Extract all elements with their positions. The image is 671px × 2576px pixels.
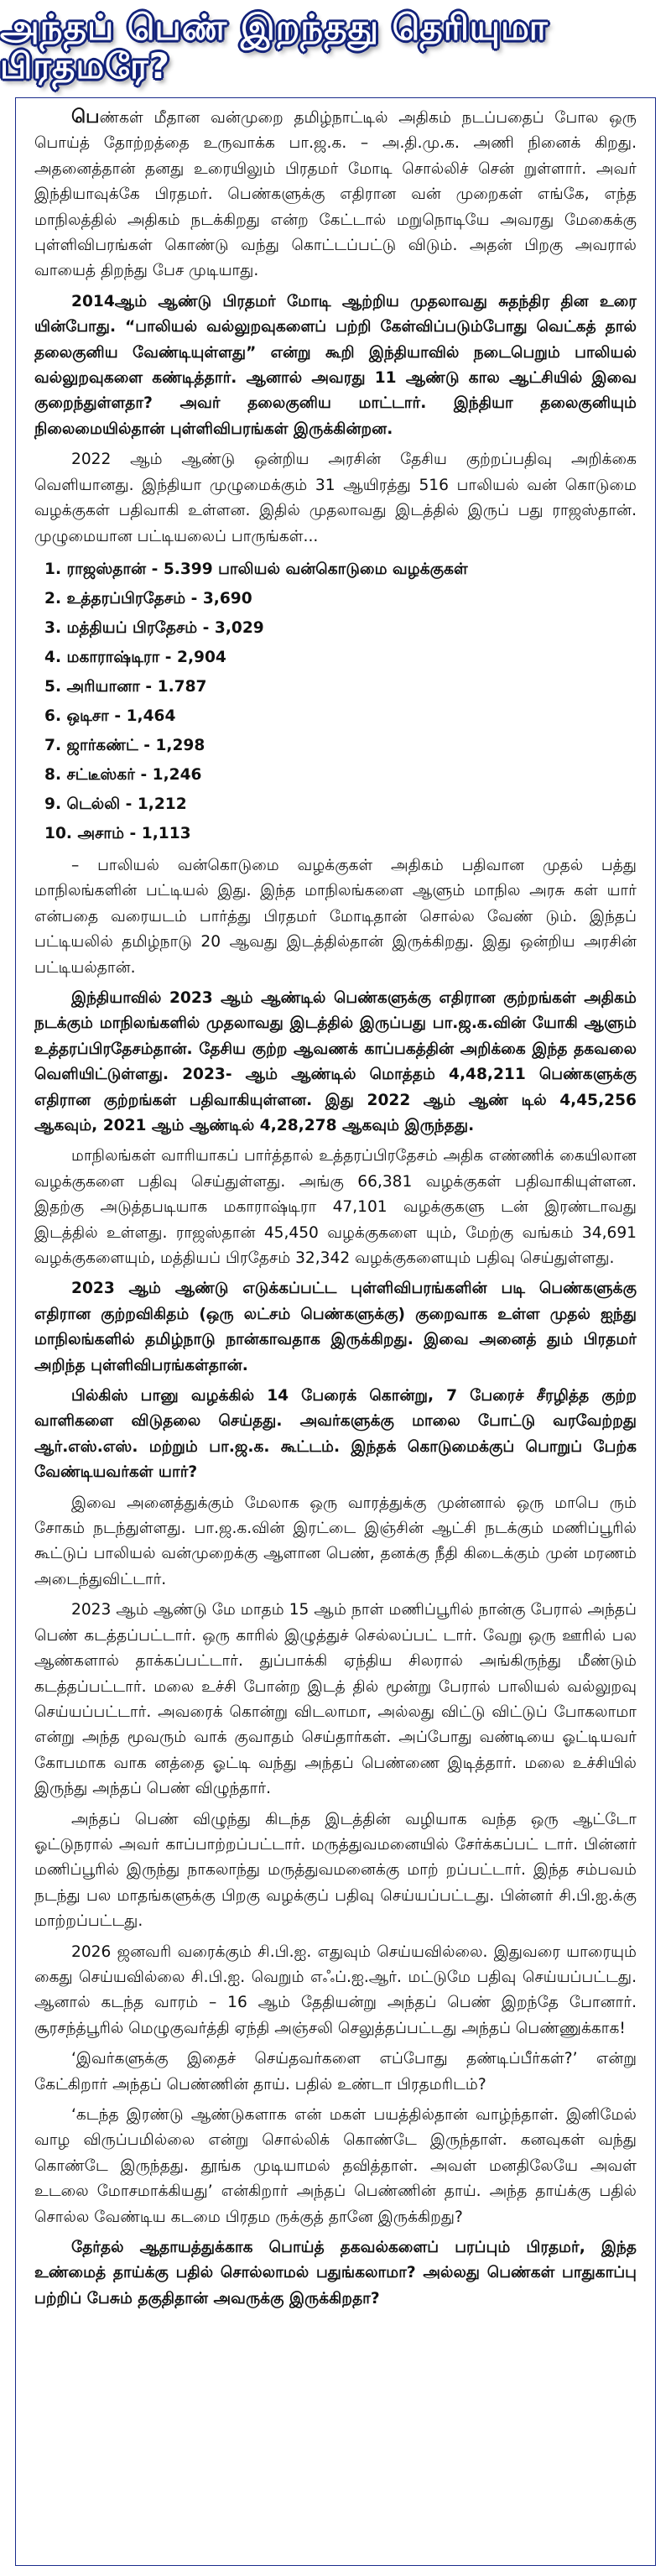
paragraph-list-commentary: – பாலியல் வன்கொடுமை வழக்குகள் அதிகம் பதிவான முதல் பத்து மாநிலங்களின் பட்டியல் இது. இந்த மாநிலங்களை ஆளும் மாநில அரசு கள் யார் என்பதை வரையடம் பார்த்து பிரதமர் மோடிதான் சொல்ல வேண் டும். இந்தப் பட்டியலில் தமிழ்நாடு 20 ஆவது இடத்தில்தான் இருக்கிறது. இது ஒன்றிய அரசின் பட்டியல்தான். <box>34 856 637 977</box>
stat-rank: 3 . <box>44 619 67 637</box>
paragraph-state-wise: மாநிலங்கள் வாரியாகப் பார்த்தால் உத்தரப்பிரதேசம் அதிக எண்ணிக் கையிலான வழக்குகளை பதிவு செய்துள்ளது. அங்கு 66,381 வழக்குகள் பதிவாகியுள்ளன. இதற்கு அடுத்தபடியாக மகாராஷ்டிரா 47,101 வழக்குகளு டன் இரண்டாவது இடத்தில் உள்ளது. ராஜஸ்தான் 45,450 வழக்குகளை யும், மேற்கு வங்கம் 34,691 வழக்குகளையும், மத்தியப் பிரதேசம் 32,342 வழக்குகளையும் பதிவு செய்துள்ளது. <box>34 1147 637 1267</box>
stat-item <box>44 584 637 613</box>
stat-rank: 7 . <box>44 737 67 754</box>
paragraph-rescue: அந்தப் பெண் விழுந்து கிடந்த இடத்தின் வழியாக வந்த ஒரு ஆட்டோ ஓட்டுநரால் அவர் காப்பாற்றப்பட்டார். மருத்துவமனையில் சேர்க்கப்பட் டார். பின்னர் மணிப்பூரில் இருந்து நாகலாந்து மருத்துவமனைக்கு மாற் றப்பட்டார். இந்த சம்பவம் நடந்து பல மாதங்களுக்கு பிறகு வழக்குப் பதிவு செய்யப்பட்டது. பின்னர் சி.பி.ஐ.க்கு மாற்றப்பட்டது. <box>34 1810 637 1931</box>
stat-count: - 1,212 <box>120 795 187 813</box>
stat-rank: 6 . <box>44 707 67 725</box>
paragraph-incident-account: 2023 ஆம் ஆண்டு மே மாதம் 15 ஆம் நாள் மணிப்பூரில் நான்கு பேரால் அந்தப் பெண் கடத்தப்பட்டார். ஒரு காரில் இழுத்துச் செல்லப்பட் டார். வேறு ஒரு ஊரில் பல ஆண்களால் தாக்கப்பட்டார். துப்பாக்கி ஏந்திய சிலரால் அங்கிருந்து மீண்டும் கடத்தப்பட்டார். மலை உச்சி போன்ற இடத் தில் மூன்று பேரால் பாலியல் வல்லுறவு செய்யப்பட்டார். அவரைக் கொன்று விடலாமா, அல்லது விட்டு விட்டுப் போகலாமா என்று அந்த மூவரும் வாக் குவாதம் செய்தார்கள். அப்போது வண்டியை ஓட்டியவர் கோபமாக வாக னத்தை ஓட்டி வந்து அந்தப் பெண்ணை இடித்தார். மலை உச்சியில் இருந்து அந்தப் பெண் விழுந்தார். <box>34 1601 637 1798</box>
stat-count: - 3,690 <box>185 590 252 607</box>
stat-item <box>44 613 637 643</box>
stat-item <box>44 819 637 848</box>
stat-count: - 1,464 <box>109 707 176 725</box>
stat-state: அசாம் <box>77 824 125 842</box>
stat-state: உத்தரப்பிரதேசம் <box>66 589 186 607</box>
stat-count: - 1,113 <box>124 825 191 842</box>
paragraph-mother-quote: ‘கடந்த இரண்டு ஆண்டுகளாக என் மகள் பயத்தில்தான் வாழ்ந்தாள். இனிமேல் வாழ விருப்பமில்லை என்று சொல்லிக் கொண்டே இருந்தாள். கனவுகள் வந்து கொண்டே இருந்தது. தூங்க முடியாமல் தவித்தாள். அவள் மனதிலேயே அவள் உடலை மோசமாக்கியது’ என்கிறார் அந்தப் பெண்ணின் தாய். அந்த தாய்க்கு பதில் சொல்ல வேண்டிய கடமை பிரதம ருக்குத் தானே இருக்கிறது? <box>34 2106 637 2226</box>
bold-paragraph-bilkis-bano: பில்கிஸ் பானு வழக்கில் 14 பேரைக் கொன்று, 7 பேரைச் சீரழித்த குற்ற வாளிகளை விடுதலை செய்தது. அவர்களுக்கு மாலை போட்டு வரவேற்றது ஆர்.எஸ்.எஸ். மற்றும் பா.ஜ.க. கூட்டம். இந்தக் கொடுமைக்குப் பொறுப் பேற்க வேண்டியவர்கள் யார்? <box>34 1387 637 1482</box>
stat-rank: 9 . <box>44 795 67 813</box>
stat-state: டெல்லி <box>66 795 121 813</box>
state-statistics-list <box>34 555 637 848</box>
stat-count: - 3,029 <box>197 619 264 637</box>
stat-state: ராஜஸ்தான் <box>66 560 147 578</box>
stat-item <box>44 731 637 760</box>
stat-count: - 1.787 <box>140 678 207 696</box>
stat-rank: 8 . <box>44 766 67 784</box>
stat-count: - 5.399 பாலியல் வன்கொடுமை வழக்குகள் <box>146 561 468 578</box>
stat-state: மத்தியப் பிரதேசம் <box>66 618 198 637</box>
lead-text: ண்கள் மீதான வன்முறை தமிழ்நாட்டில் அதிகம் நடப்பதைப் போல ஒரு பொய்த் தோற்றத்தை உருவாக்க பா.ஜ.க. – அ.தி.மு.க. அணி நினைக் கிறது. அதனைத்தான் தனது உரையிலும் பிரதமர் மோடி சொல்லிச் சென் றுள்ளார். அவர் இந்தியாவுக்கே பிரதமர். பெண்களுக்கு எதிரான வன் முறைகள் எங்கே, எந்த மாநிலத்தில் அதிகம் நடக்கிறது என்ற கேட்டால் மறுநொடியே அவரது மேகைக்கு புள்ளிவிபரங்கள் கொண்டு வந்து கொட்டப்பட்டு விடும். அதன் பிறகு அவரால் வாயைத் திறந்து பேச முடியாது. <box>34 109 637 280</box>
stat-rank: 1 . <box>44 561 67 578</box>
paragraph-cbi: 2026 ஜனவரி வரைக்கும் சி.பி.ஐ. எதுவும் செய்யவில்லை. இதுவரை யாரையும் கைது செய்யவில்லை சி.பி.ஐ. வெறும் எஃப்.ஐ.ஆர். மட்டுமே பதிவு செய்யப்பட்டது. ஆனால் கடந்த வாரம் – 16 ஆம் தேதியன்று அந்தப் பெண் இறந்தே போனார். சூரசந்த்பூரில் மெழுகுவர்த்தி ஏந்தி அஞ்சலி செலுத்தப்பட்டது அந்தப் பெண்ணுக்காக! <box>34 1942 637 2037</box>
stat-rank: 5 . <box>44 678 67 696</box>
stat-state: ஒடிசா <box>66 707 109 725</box>
paragraph-manipur-tragedy: இவை அனைத்துக்கும் மேலாக ஒரு வாரத்துக்கு முன்னால் ஒரு மாபெ ரும் சோகம் நடந்துள்ளது. பா.ஜ.க.வின் இரட்டை இஞ்சின் ஆட்சி நடக்கும் மணிப்பூரில் கூட்டுப் பாலியல் வன்முறைக்கு ஆளான பெண், தனக்கு நீதி கிடைக்கும் முன் மரணம் அடைந்துவிட்டார். <box>34 1494 637 1588</box>
lead-paragraph <box>34 105 637 284</box>
article-body <box>15 97 656 2566</box>
stat-state: மகாராஷ்டிரா <box>66 648 160 666</box>
stat-item <box>44 672 637 701</box>
stat-rank: 2 . <box>44 590 67 607</box>
stat-rank: 10 . <box>44 825 77 842</box>
stat-item <box>44 555 637 584</box>
stat-state: அரியானா <box>66 677 140 696</box>
lead-first-word: பெ <box>71 107 100 128</box>
paragraph-ncrb-2022: 2022 ஆம் ஆண்டு ஒன்றிய அரசின் தேசிய குற்றப்பதிவு அறிக்கை வெளியானது. இந்தியா முழுமைக்கும் 31 ஆயிரத்து 516 பாலியல் வன் கொடுமை வழக்குகள் பதிவாகி உள்ளன. இதில் முதலாவது இடத்தில் இருப் பது ராஜஸ்தான். முழுமையான பட்டியலைப் பாருங்கள்... <box>34 451 637 545</box>
stat-count: - 1,298 <box>138 737 205 754</box>
stat-item <box>44 760 637 790</box>
stat-rank: 4 . <box>44 649 67 666</box>
stat-state: ஜார்கண்ட் <box>66 736 138 754</box>
stat-state: சட்டீஸ்கர் <box>66 765 135 784</box>
paragraph-mother-question: ‘இவர்களுக்கு இதைச் செய்தவர்களை எப்போது தண்டிப்பீர்கள்?’ என்று கேட்கிறார் அந்தப் பெண்ணின் தாய். பதில் உண்டா பிரதமரிடம்? <box>34 2050 637 2094</box>
stat-item <box>44 643 637 672</box>
bold-paragraph-crime-rate: 2023 ஆம் ஆண்டு எடுக்கப்பட்ட புள்ளிவிபரங்களின் படி பெண்களுக்கு எதிரான குற்றவிகிதம் (ஒரு லட்சம் பெண்களுக்கு) குறைவாக உள்ள முதல் ஐந்து மாநிலங்களில் தமிழ்நாடு நான்காவதாக இருக்கிறது. இவை அனைத் தும் பிரதமர் அறிந்த புள்ளிவிபரங்கள்தான். <box>34 1280 637 1374</box>
bold-paragraph-closing: தேர்தல் ஆதாயத்துக்காக பொய்த் தகவல்களைப் பரப்பும் பிரதமர், இந்த உண்மைத் தாய்க்கு பதில் சொல்லாமல் பதுங்கலாமா? அல்லது பெண்கள் பாதுகாப்பு பற்றிப் பேசும் தகுதிதான் அவருக்கு இருக்கிறதா? <box>34 2239 637 2307</box>
bold-paragraph-2023-crimes: இந்தியாவில் 2023 ஆம் ஆண்டில் பெண்களுக்கு எதிரான குற்றங்கள் அதிகம் நடக்கும் மாநிலங்களில் முதலாவது இடத்தில் இருப்பது பா.ஜ.க.வின் யோகி ஆளும் உத்தரப்பிரதேசம்தான். தேசிய குற்ற ஆவணக் காப்பகத்தின் அறிக்கை இந்த தகவலை வெளியிட்டுள்ளது. 2023- ஆம் ஆண்டில் மொத்தம் 4,48,211 பெண்களுக்கு எதிரான குற்றங்கள் பதிவாகியுள்ளன. இது 2022 ஆம் ஆண் டில் 4,45,256 ஆகவும், 2021 ஆம் ஆண்டில் 4,28,278 ஆகவும் இருந்தது. <box>34 988 637 1134</box>
stat-count: - 1,246 <box>135 766 202 784</box>
stat-count: - 2,904 <box>159 649 226 666</box>
headline: அந்தப் பெண் இறந்தது தெரியுமா பிரதமரே? <box>0 6 549 86</box>
stat-item <box>44 790 637 819</box>
stat-item <box>44 701 637 731</box>
bold-paragraph-independence-speech: 2014ஆம் ஆண்டு பிரதமர் மோடி ஆற்றிய முதலாவது சுதந்திர தின உரை யின்போது. “பாலியல் வல்லுறவுகளைப் பற்றி கேள்விப்படும்போது வெட்கத் தால் தலைகுனிய வேண்டியுள்ளது” என்று கூறி இந்தியாவில் நடைபெறும் பாலியல் வல்லுறவுகளை கண்டித்தார். ஆனால் அவரது 11 ஆண்டு கால ஆட்சியில் இவை குறைந்துள்ளதா? அவர் தலைகுனிய மாட்டார். இந்தியா தலைகுனியும் நிலைமையில்தான் புள்ளிவிபரங்கள் இருக்கின்றன. <box>34 292 637 438</box>
